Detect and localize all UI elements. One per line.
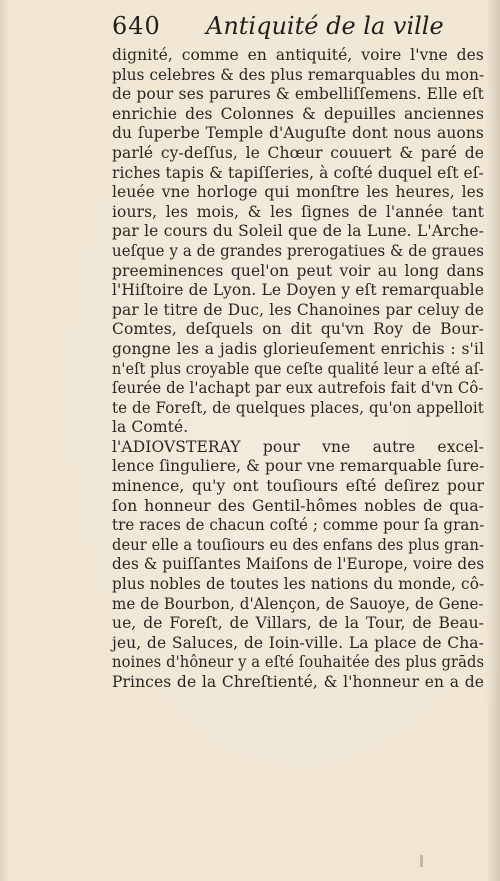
text-line: noines d'hôneur y a eſté ſouhaitée des plus grāds bbox=[112, 653, 485, 672]
text-line: gongne les a jadis glorieuſement enrichis : s'il bbox=[112, 339, 484, 358]
body-text bbox=[112, 46, 484, 693]
text-line: la Comté. bbox=[112, 418, 189, 437]
text-line: par le cours du Soleil que de la Lune. L'Arche- bbox=[112, 222, 484, 241]
text-line: leuée vne horloge qui monſtre les heures, les bbox=[112, 183, 484, 202]
text-line: par le titre de Duc, les Chanoines par celuy de bbox=[112, 300, 484, 319]
text-line: parlé cy-deſſus, le Chœur couuert & paré de bbox=[112, 143, 484, 162]
text-line: des & puiſſantes Maiſons de l'Europe, voire des bbox=[112, 555, 485, 574]
running-title: Antiquité de la ville bbox=[206, 12, 444, 40]
text-line: Comtes, deſquels on dit qu'vn Roy de Bour- bbox=[112, 320, 484, 339]
page-number: 640 bbox=[112, 12, 161, 40]
text-line: enrichie des Colonnes & depuilles anciennes bbox=[112, 104, 484, 123]
text-line: jeu, de Saluces, de Ioin-ville. La place de Cha- bbox=[112, 633, 484, 652]
text-line: plus nobles de toutes les nations du monde, cô- bbox=[112, 575, 485, 594]
text-line: de pour ses parures & embelliſſemens. Elle eſt bbox=[112, 85, 484, 104]
text-line: ueſque y a de grandes prerogatiues & de graues bbox=[112, 241, 485, 260]
running-head bbox=[112, 12, 492, 46]
text-line: plus celebres & des plus remarquables du mon- bbox=[112, 65, 485, 84]
text-line: me de Bourbon, d'Alençon, de Sauoye, de Gene- bbox=[112, 594, 484, 613]
text-line: l'Hiſtoire de Lyon. Le Doyen y eſt remarquable bbox=[112, 281, 484, 300]
text-line: iours, les mois, & les ſignes de l'année tant bbox=[112, 202, 484, 221]
text-line: ſeurée de l'achapt par eux autrefois fait d'vn Cô- bbox=[112, 379, 484, 398]
text-line: Princes de la Chreſtienté, & l'honneur en a de bbox=[112, 673, 484, 691]
edge-shadow bbox=[486, 0, 500, 881]
text-line: n'eſt plus croyable que ceſte qualité leur a eſté aſ- bbox=[112, 359, 484, 378]
paragraph-start-line: l'ADIOVSTERAY pour vne autre excel- bbox=[112, 437, 484, 456]
text-line: ſon honneur des Gentil-hômes nobles de qua- bbox=[112, 496, 484, 515]
text-line: du ſuperbe Temple d'Auguſte dont nous auons bbox=[112, 124, 484, 143]
text-line: dignité, comme en antiquité, voire l'vne des bbox=[112, 46, 484, 64]
text-line: te de Foreſt, de quelques places, qu'on appelloit bbox=[112, 398, 484, 417]
text-line: preeminences quel'on peut voir au long dans bbox=[112, 261, 484, 280]
gutter-shadow bbox=[0, 0, 10, 881]
text-line: ue, de Foreſt, de Villars, de la Tour, de Beau- bbox=[112, 614, 484, 633]
paper-mark bbox=[420, 855, 423, 867]
text-line: deur elle a touſiours eu des enfans des plus gran- bbox=[112, 535, 485, 554]
text-line: lence ſinguliere, & pour vne remarquable ſure- bbox=[112, 457, 485, 476]
text-line: tre races de chacun coſté ; comme pour ſa gran- bbox=[112, 516, 485, 535]
text-line: minence, qu'y ont touſiours eſté deſirez pour bbox=[112, 477, 484, 496]
text-line: riches tapis & tapiſſeries, à coſté duquel eſt eſ- bbox=[112, 163, 484, 182]
